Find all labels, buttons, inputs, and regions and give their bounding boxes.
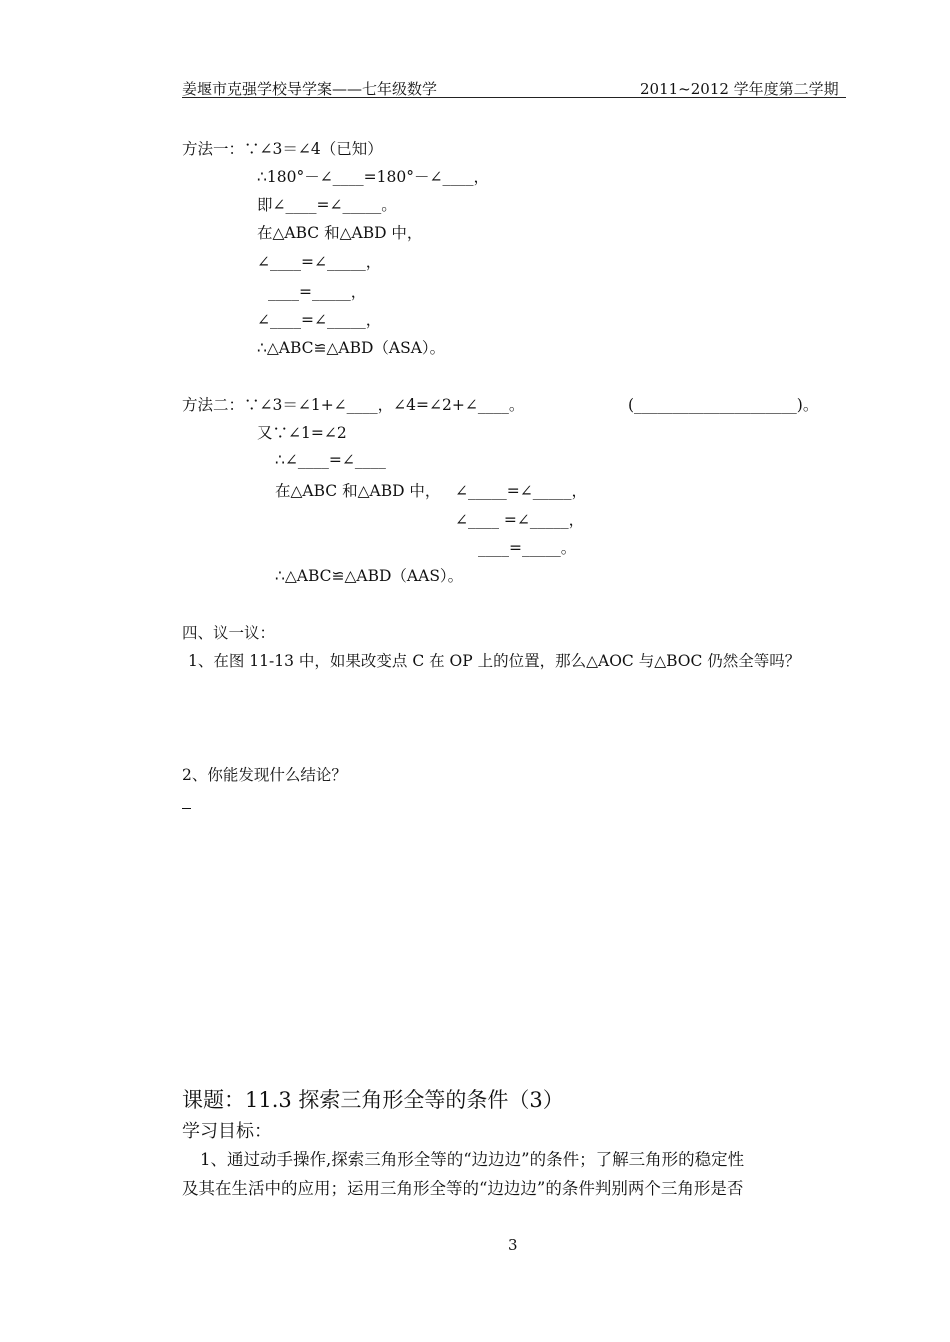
method1-line-6: ____=_____， xyxy=(268,283,367,301)
text-cursor xyxy=(182,808,191,809)
header-rule xyxy=(182,97,846,98)
method1-line-4: 在△ABC 和△ABD 中， xyxy=(257,224,423,242)
method2-line-6: ∠____ =∠_____， xyxy=(455,511,585,529)
objective-line-1: 1、通过动手操作,探索三角形全等的“边边边”的条件；了解三角形的稳定性 xyxy=(200,1150,745,1169)
method2-line-1: 方法二：∵∠3＝∠1+∠____，∠4=∠2+∠____。 xyxy=(182,396,525,414)
method2-reason-blank: (_____________________)。 xyxy=(628,396,819,414)
method1-line-8: ∴△ABC≌△ABD（ASA）。 xyxy=(257,339,446,357)
method1-line-7: ∠____=∠_____， xyxy=(257,311,382,329)
discussion-heading: 四、议一议： xyxy=(182,624,276,642)
method2-line-4: 在△ABC 和△ABD 中， xyxy=(275,482,441,500)
page-number: 3 xyxy=(508,1236,518,1254)
method2-line-5: ∠_____=∠_____， xyxy=(455,482,587,500)
method2-line-2: 又∵∠1=∠2 xyxy=(257,424,347,442)
discussion-question-2: 2、你能发现什么结论？ xyxy=(182,766,347,784)
method2-line-8: ∴△ABC≌△ABD（AAS）。 xyxy=(275,567,464,585)
method1-line-2: ∴180°－∠____=180°－∠____， xyxy=(257,168,489,186)
method1-line-1: 方法一：∵∠3＝∠4（已知） xyxy=(182,140,383,158)
header-right: 2011~2012 学年度第二学期 xyxy=(640,80,839,98)
lesson-title: 课题：11.3 探索三角形全等的条件（3） xyxy=(182,1088,564,1112)
objectives-label: 学习目标： xyxy=(182,1121,272,1142)
method2-line-3: ∴∠____=∠____ xyxy=(275,451,386,469)
discussion-question-1: 1、在图 11-13 中，如果改变点 C 在 OP 上的位置，那么△AOC 与△BOC 仍然全等吗？ xyxy=(188,652,801,670)
objective-line-2: 及其在生活中的应用；运用三角形全等的“边边边”的条件判别两个三角形是否 xyxy=(182,1179,744,1198)
method2-line-7: ____=_____。 xyxy=(478,539,577,557)
header-left: 姜堰市克强学校导学案——七年级数学 xyxy=(182,80,438,98)
method1-line-5: ∠____=∠_____， xyxy=(257,253,382,271)
method1-line-3: 即∠____=∠_____。 xyxy=(257,196,397,214)
